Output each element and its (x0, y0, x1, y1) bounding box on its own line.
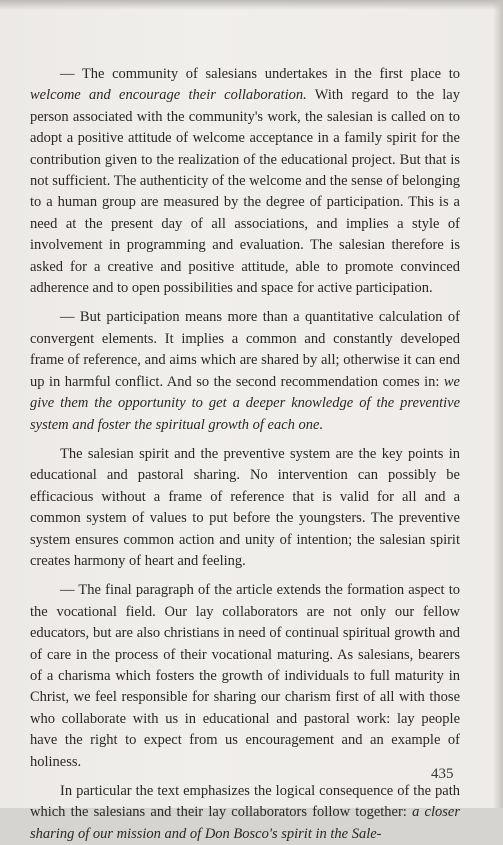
paragraph-welcome: — The community of salesians undertakes in the first place to welcome and encourage their collaboration. With regard to the lay person associated with the community's work, the salesian is called on to adopt a positive attitude of welcome acceptance in a family spirit for the contribution given to the realization of the educational project. But that is not sufficient. The authenticity of the welcome and the sense of belonging to a human group are measured by the degree of participation. This is a need at the present day of all associations, and implies a style of involvement in programming and evaluation. The salesian therefore is asked for a creative and positive attitude, able to promote convinced adherence and to open possibilities and space for active participation. (30, 66, 460, 297)
page-top-shadow (0, 0, 503, 10)
page-edge-shadow (493, 0, 503, 808)
paragraph-participation: — But participation means more than a quantitative calculation of convergent elements. It implies a common and constantly developed frame of reference, and aims which are shared by all; otherwise it can end up in harmful conflict. And so the second recommendation comes in: we give them the opportunity to get a deeper knowledge of the preventive system and foster the spiritual growth of each one. (30, 309, 460, 433)
paragraph-consequence: In particular the text emphasizes the logical consequence of the path which the salesians and their lay collaborators follow together: a closer sharing of our mission and of Don Bosco's spirit in the Sale- (30, 783, 460, 842)
paragraph-vocational: — The final paragraph of the article extends the formation aspect to the vocational field. Our lay collaborators are not only our fellow educators, but are also christians in need of continual spiritual growth and of care in the process of their vocational maturing. As salesians, bearers of a charisma which fosters the growth of individuals to full maturity in Christ, we feel responsible for sharing our charism first of all with those who collaborate with us in educational and pastoral work: lay people have the right to expect from us encouragement and an example of holiness. (30, 582, 460, 770)
body-text (30, 64, 460, 845)
page-number: 435 (431, 766, 454, 782)
paragraph-salesian-spirit: The salesian spirit and the preventive system are the key points in educational and pastoral sharing. No intervention can possibly be efficacious without a frame of reference that is valid for all and a common system of values to put before the youngsters. The preventive system ensures common action and unity of intention; the salesian spirit creates harmony of heart and feeling. (30, 445, 460, 569)
